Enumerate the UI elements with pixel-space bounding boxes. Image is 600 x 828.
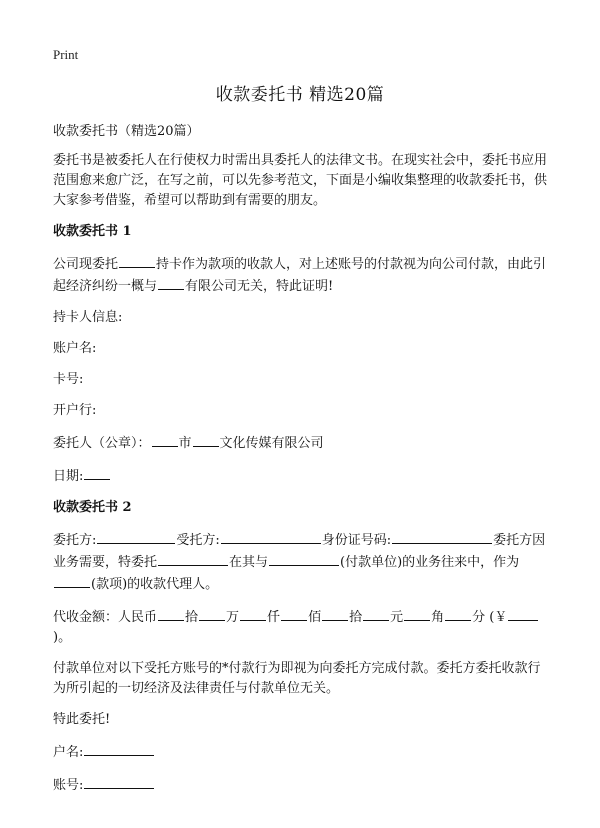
- page-title: 收款委托书 精选20篇: [215, 85, 385, 105]
- blank-field: [269, 551, 339, 566]
- subtitle: 收款委托书（精选20篇）: [53, 124, 200, 139]
- blank-field: [193, 432, 219, 447]
- account-number-line: [53, 774, 550, 796]
- blank-field: [404, 606, 430, 621]
- blank-field: [363, 606, 389, 621]
- blank-field: [84, 774, 154, 789]
- text: 身份证号码:: [321, 533, 392, 548]
- section1-paragraph: [53, 253, 550, 297]
- blank-field: [84, 741, 154, 756]
- text: (款项)的收款代理人。: [91, 577, 219, 592]
- special-commission: 特此委托!: [53, 712, 111, 727]
- amount-line: [53, 606, 550, 648]
- blank-field: [84, 465, 110, 480]
- blank-field: [158, 275, 184, 290]
- blank-field: [322, 606, 348, 621]
- unit-label: 元: [390, 610, 404, 625]
- text: 文化传媒有限公司: [219, 436, 324, 451]
- blank-field: [392, 529, 492, 544]
- text: 委托人（公章）：: [53, 436, 151, 451]
- unit-label: 分: [472, 610, 486, 625]
- blank-field: [158, 606, 184, 621]
- text: (付款单位)的业务往来中，作为: [340, 555, 520, 570]
- text: 日期:: [53, 469, 84, 484]
- blank-field: [152, 432, 178, 447]
- unit-label: 拾: [185, 610, 199, 625]
- bank-label: 开户行:: [53, 403, 97, 418]
- text: 委托方因业务需要，特委托: [53, 533, 546, 570]
- account-name-label: 账户名:: [53, 341, 97, 356]
- blank-field: [240, 606, 266, 621]
- section-heading-2: 收款委托书 2: [53, 500, 132, 515]
- section-heading-1: 收款委托书 1: [53, 224, 132, 239]
- text: 有限公司无关，特此证明!: [185, 279, 334, 294]
- blank-field: [54, 573, 90, 588]
- blank-field: [281, 606, 307, 621]
- principal-line: [53, 432, 550, 454]
- blank-field: [97, 529, 175, 544]
- blank-field: [199, 606, 225, 621]
- text: )。: [53, 630, 72, 645]
- unit-label: 角: [431, 610, 445, 625]
- blank-field: [445, 606, 471, 621]
- text: 账号:: [53, 778, 84, 793]
- print-link[interactable]: Print: [53, 47, 79, 62]
- card-number-label: 卡号:: [53, 372, 84, 387]
- unit-label: 仟: [267, 610, 281, 625]
- holder-info-label: 持卡人信息:: [53, 310, 123, 325]
- text: 委托方:: [53, 533, 97, 548]
- text: 在其与: [229, 555, 269, 570]
- blank-field: [119, 253, 155, 268]
- blank-field: [221, 529, 321, 544]
- holder-name-line: [53, 741, 550, 763]
- unit-label: 万: [226, 610, 240, 625]
- text: 持卡作为款项的收款人，对上述账号的付款视为向公司付款，由此引起经济纠纷一概与: [53, 257, 547, 294]
- intro-paragraph: 委托书是被委托人在行使权力时需出具委托人的法律文书。在现实社会中，委托书应用范围愈来愈广泛，在写之前，可以先参考范文，下面是小编收集整理的收款委托书，供大家参考借鉴，希望可以帮助到有需要的朋友。: [53, 153, 548, 208]
- document-body: [53, 122, 550, 807]
- unit-label: 佰: [308, 610, 322, 625]
- text: (￥: [489, 610, 508, 625]
- text: 公司现委托: [53, 257, 119, 272]
- section2-paragraph: [53, 529, 550, 595]
- text: 代收金额：人民币: [53, 610, 158, 625]
- text: 户名:: [53, 745, 84, 760]
- blank-field: [508, 606, 538, 621]
- date-line: [53, 465, 550, 487]
- blank-field: [158, 551, 228, 566]
- unit-label: 拾: [349, 610, 363, 625]
- text: 受托方:: [176, 533, 220, 548]
- payment-paragraph: 付款单位对以下受托方账号的*付款行为即视为向委托方完成付款。委托方委托收款行为所引起的一切经济及法律责任与付款单位无关。: [53, 661, 541, 696]
- text: 市: [178, 436, 192, 451]
